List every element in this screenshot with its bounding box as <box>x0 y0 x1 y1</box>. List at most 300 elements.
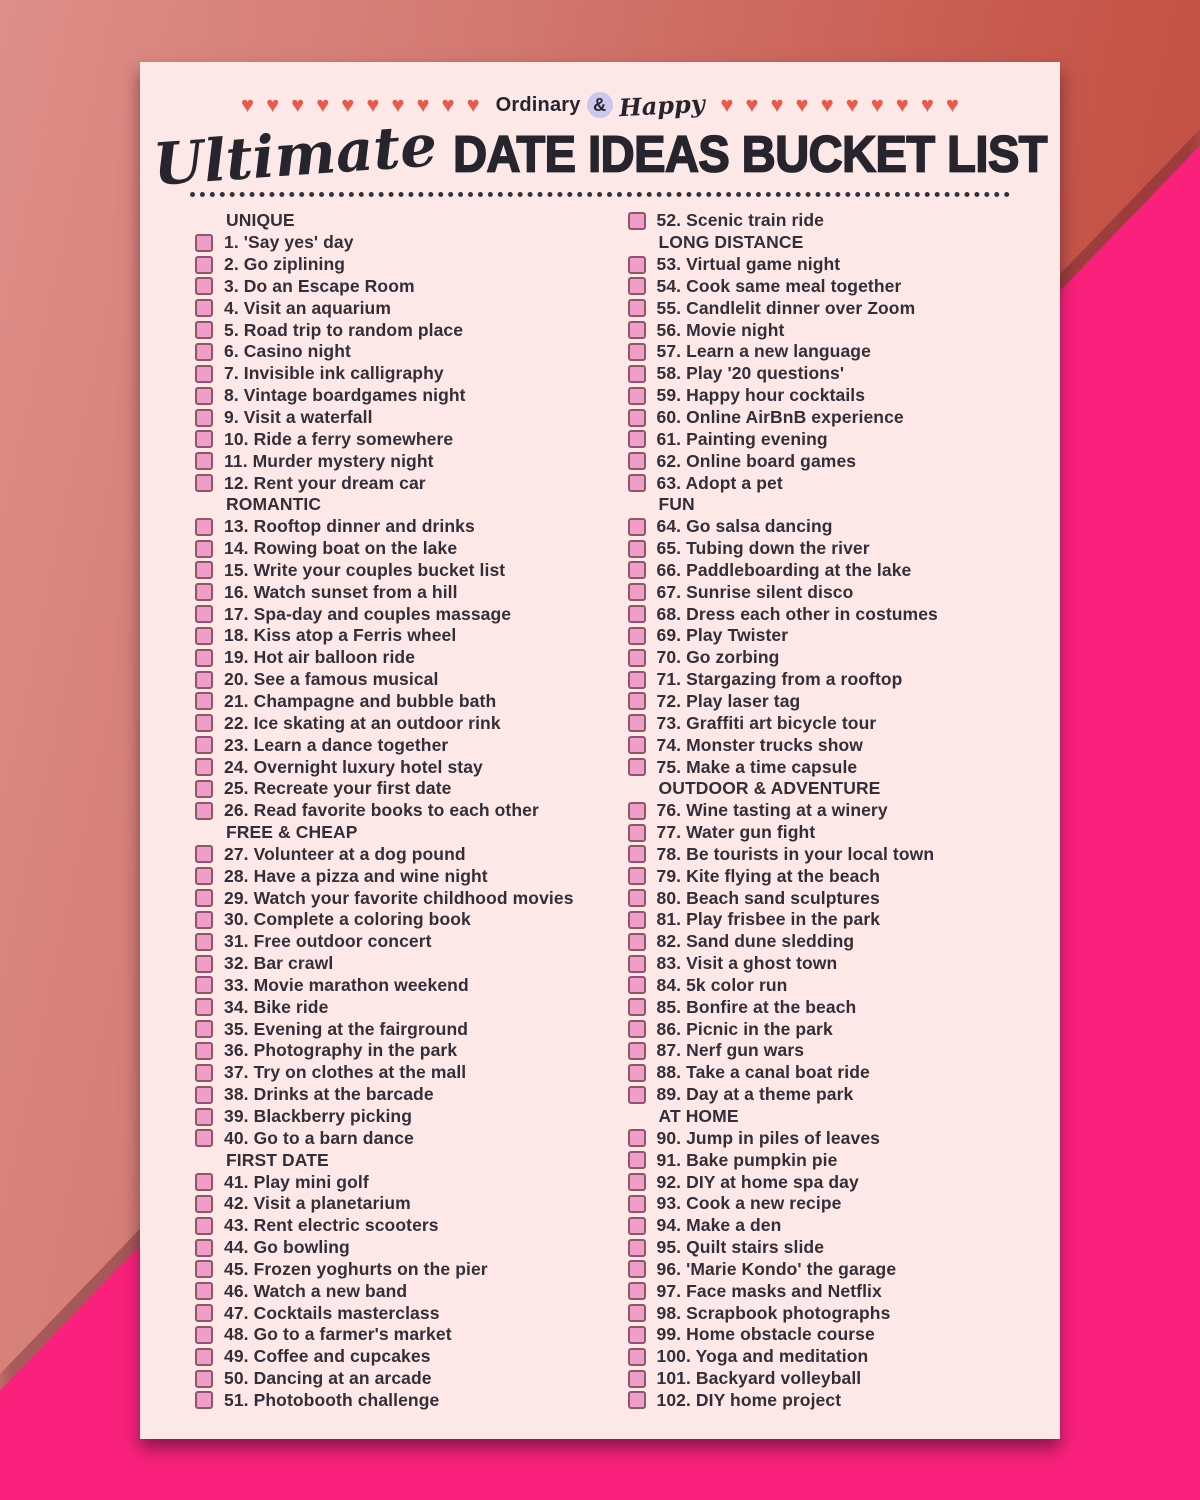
list-item <box>195 931 628 953</box>
list-item <box>195 1171 628 1193</box>
item-label: 58. Play '20 questions' <box>656 363 845 384</box>
heart-icon: ♥ <box>441 92 455 117</box>
item-label: 38. Drinks at the barcade <box>224 1084 434 1105</box>
item-checkbox[interactable] <box>628 1020 646 1038</box>
item-checkbox[interactable] <box>195 1304 213 1322</box>
item-checkbox[interactable] <box>628 1151 646 1169</box>
item-label: 67. Sunrise silent disco <box>656 581 854 602</box>
item-label: 12. Rent your dream car <box>224 472 426 493</box>
item-checkbox[interactable] <box>195 299 213 317</box>
list-item <box>195 975 628 997</box>
item-label: 89. Day at a theme park <box>656 1084 854 1105</box>
item-checkbox[interactable] <box>195 911 213 929</box>
item-checkbox[interactable] <box>195 998 213 1016</box>
item-label: 11. Murder mystery night <box>224 450 434 471</box>
item-checkbox[interactable] <box>628 802 646 820</box>
list-item <box>628 1237 1061 1259</box>
item-label: 66. Paddleboarding at the lake <box>656 559 912 580</box>
item-checkbox[interactable] <box>628 430 646 448</box>
list-item <box>195 560 628 582</box>
item-label: 63. Adopt a pet <box>656 472 783 493</box>
list-item <box>628 1084 1061 1106</box>
item-checkbox[interactable] <box>195 1370 213 1388</box>
section-header: ROMANTIC <box>226 494 322 515</box>
list-item <box>628 800 1061 822</box>
item-checkbox[interactable] <box>628 583 646 601</box>
item-label: 21. Champagne and bubble bath <box>224 690 497 711</box>
item-label: 5. Road trip to random place <box>224 319 464 340</box>
list-item <box>195 953 628 975</box>
list-item <box>195 756 628 778</box>
item-label: 6. Casino night <box>224 341 351 362</box>
item-checkbox[interactable] <box>195 649 213 667</box>
item-checkbox[interactable] <box>628 824 646 842</box>
list-item <box>628 1215 1061 1237</box>
item-checkbox[interactable] <box>628 627 646 645</box>
brand-logo <box>495 88 706 122</box>
item-checkbox[interactable] <box>628 889 646 907</box>
list-item <box>195 1259 628 1281</box>
list-item <box>195 319 628 341</box>
item-checkbox[interactable] <box>628 933 646 951</box>
item-checkbox[interactable] <box>628 1348 646 1366</box>
item-checkbox[interactable] <box>195 583 213 601</box>
item-label: 34. Bike ride <box>224 996 329 1017</box>
list-item <box>628 1346 1061 1368</box>
item-label: 53. Virtual game night <box>656 254 841 275</box>
item-checkbox[interactable] <box>195 1348 213 1366</box>
title-ultimate: Ultimate <box>150 111 440 199</box>
item-checkbox[interactable] <box>628 387 646 405</box>
item-checkbox[interactable] <box>195 605 213 623</box>
item-checkbox[interactable] <box>628 1173 646 1191</box>
item-label: 88. Take a canal boat ride <box>656 1062 870 1083</box>
item-label: 42. Visit a planetarium <box>224 1193 411 1214</box>
item-checkbox[interactable] <box>628 911 646 929</box>
heart-icon: ♥ <box>845 92 859 117</box>
list-item <box>628 647 1061 669</box>
list-item <box>195 712 628 734</box>
item-checkbox[interactable] <box>628 1217 646 1235</box>
heart-icon: ♥ <box>366 92 380 117</box>
item-label: 17. Spa-day and couples massage <box>224 603 512 624</box>
list-item <box>628 1302 1061 1324</box>
list-item <box>628 822 1061 844</box>
item-checkbox[interactable] <box>195 889 213 907</box>
item-label: 61. Painting evening <box>656 428 828 449</box>
item-checkbox[interactable] <box>628 976 646 994</box>
item-checkbox[interactable] <box>195 409 213 427</box>
item-checkbox[interactable] <box>628 299 646 317</box>
item-label: 49. Coffee and cupcakes <box>224 1346 431 1367</box>
item-label: 10. Ride a ferry somewhere <box>224 428 454 449</box>
heart-icon: ♥ <box>795 92 809 117</box>
section-header: FUN <box>658 494 695 515</box>
item-label: 81. Play frisbee in the park <box>656 909 881 930</box>
item-checkbox[interactable] <box>195 780 213 798</box>
item-checkbox[interactable] <box>628 561 646 579</box>
list-item <box>628 472 1061 494</box>
item-checkbox[interactable] <box>195 1260 213 1278</box>
item-checkbox[interactable] <box>195 1173 213 1191</box>
item-checkbox[interactable] <box>628 1260 646 1278</box>
list-item <box>628 276 1061 298</box>
item-label: 102. DIY home project <box>656 1389 842 1410</box>
list-item <box>195 778 628 800</box>
item-checkbox[interactable] <box>628 1391 646 1409</box>
item-label: 29. Watch your favorite childhood movies <box>224 887 574 908</box>
item-label: 2. Go ziplining <box>224 254 346 275</box>
item-checkbox[interactable] <box>628 605 646 623</box>
item-checkbox[interactable] <box>195 474 213 492</box>
list-item <box>628 1040 1061 1062</box>
item-checkbox[interactable] <box>628 1129 646 1147</box>
list-item <box>628 1280 1061 1302</box>
item-checkbox[interactable] <box>195 387 213 405</box>
item-label: 60. Online AirBnB experience <box>656 407 904 428</box>
heart-icon: ♥ <box>391 92 405 117</box>
item-label: 47. Cocktails masterclass <box>224 1302 440 1323</box>
item-checkbox[interactable] <box>195 452 213 470</box>
item-label: 80. Beach sand sculptures <box>656 887 880 908</box>
item-checkbox[interactable] <box>195 758 213 776</box>
heart-icon: ♥ <box>870 92 884 117</box>
list-item <box>195 691 628 713</box>
list-item <box>195 734 628 756</box>
list-item <box>195 407 628 429</box>
list-item <box>628 669 1061 691</box>
item-checkbox[interactable] <box>195 540 213 558</box>
item-checkbox[interactable] <box>628 1195 646 1213</box>
heart-icon: ♥ <box>241 92 255 117</box>
item-checkbox[interactable] <box>628 256 646 274</box>
item-checkbox[interactable] <box>195 518 213 536</box>
list-item <box>195 800 628 822</box>
item-label: 85. Bonfire at the beach <box>656 996 857 1017</box>
item-label: 19. Hot air balloon ride <box>224 647 416 668</box>
item-label: 93. Cook a new recipe <box>656 1193 842 1214</box>
item-label: 50. Dancing at an arcade <box>224 1368 432 1389</box>
item-checkbox[interactable] <box>628 409 646 427</box>
heart-icon: ♥ <box>920 92 934 117</box>
list-item <box>195 996 628 1018</box>
title-main: DATE IDEAS BUCKET LIST <box>453 124 1047 182</box>
list-item <box>195 1324 628 1346</box>
list-item <box>628 843 1061 865</box>
item-checkbox[interactable] <box>195 1108 213 1126</box>
list-item <box>195 1127 628 1149</box>
list-item <box>628 297 1061 319</box>
item-label: 99. Home obstacle course <box>656 1324 875 1345</box>
list-item <box>628 1018 1061 1040</box>
list-item <box>628 756 1061 778</box>
item-label: 65. Tubing down the river <box>656 538 870 559</box>
section-header: OUTDOOR & ADVENTURE <box>658 778 881 799</box>
list-item <box>628 516 1061 538</box>
item-label: 62. Online board games <box>656 450 857 471</box>
item-checkbox[interactable] <box>628 1064 646 1082</box>
item-checkbox[interactable] <box>628 1042 646 1060</box>
item-checkbox[interactable] <box>628 277 646 295</box>
item-label: 46. Watch a new band <box>224 1280 408 1301</box>
item-label: 56. Movie night <box>656 319 785 340</box>
brand-happy-text: Happy <box>617 88 706 122</box>
item-checkbox[interactable] <box>195 1020 213 1038</box>
item-label: 97. Face masks and Netflix <box>656 1280 882 1301</box>
item-checkbox[interactable] <box>195 845 213 863</box>
item-label: 64. Go salsa dancing <box>656 516 833 537</box>
heart-icon: ♥ <box>341 92 355 117</box>
list-item <box>195 472 628 494</box>
item-checkbox[interactable] <box>628 365 646 383</box>
item-label: 20. See a famous musical <box>224 669 439 690</box>
item-label: 84. 5k color run <box>656 974 788 995</box>
item-label: 57. Learn a new language <box>656 341 871 362</box>
hearts-decoration-left <box>241 94 480 116</box>
list-item <box>628 450 1061 472</box>
item-label: 39. Blackberry picking <box>224 1106 412 1127</box>
list-item <box>195 603 628 625</box>
item-checkbox[interactable] <box>628 998 646 1016</box>
brand-row <box>140 90 1060 120</box>
item-label: 4. Visit an aquarium <box>224 297 392 318</box>
item-checkbox[interactable] <box>628 212 646 230</box>
item-checkbox[interactable] <box>628 474 646 492</box>
brand-ordinary-text: Ordinary <box>495 93 581 116</box>
item-label: 45. Frozen yoghurts on the pier <box>224 1258 488 1279</box>
item-checkbox[interactable] <box>195 234 213 252</box>
item-label: 76. Wine tasting at a winery <box>656 800 888 821</box>
item-label: 48. Go to a farmer's market <box>224 1324 452 1345</box>
item-checkbox[interactable] <box>195 256 213 274</box>
list-item <box>628 691 1061 713</box>
item-label: 86. Picnic in the park <box>656 1018 833 1039</box>
item-label: 41. Play mini golf <box>224 1171 369 1192</box>
heart-icon: ♥ <box>416 92 430 117</box>
item-checkbox[interactable] <box>195 365 213 383</box>
item-label: 43. Rent electric scooters <box>224 1215 439 1236</box>
list-item <box>628 603 1061 625</box>
item-label: 96. 'Marie Kondo' the garage <box>656 1258 897 1279</box>
item-checkbox[interactable] <box>195 1086 213 1104</box>
item-label: 30. Complete a coloring book <box>224 909 471 930</box>
item-label: 14. Rowing boat on the lake <box>224 538 458 559</box>
item-label: 71. Stargazing from a rooftop <box>656 669 903 690</box>
bucket-list <box>140 210 1060 1411</box>
list-item <box>195 1062 628 1084</box>
item-checkbox[interactable] <box>195 1282 213 1300</box>
item-label: 75. Make a time capsule <box>656 756 858 777</box>
item-label: 73. Graffiti art bicycle tour <box>656 712 877 733</box>
item-checkbox[interactable] <box>195 802 213 820</box>
list-column <box>195 210 628 1411</box>
item-label: 27. Volunteer at a dog pound <box>224 843 466 864</box>
item-label: 3. Do an Escape Room <box>224 275 415 296</box>
list-item <box>628 1171 1061 1193</box>
list-item <box>195 1040 628 1062</box>
list-item <box>628 363 1061 385</box>
list-item <box>628 625 1061 647</box>
item-checkbox[interactable] <box>628 452 646 470</box>
item-label: 91. Bake pumpkin pie <box>656 1149 838 1170</box>
list-item <box>195 647 628 669</box>
item-checkbox[interactable] <box>195 343 213 361</box>
item-checkbox[interactable] <box>195 955 213 973</box>
item-checkbox[interactable] <box>195 1064 213 1082</box>
item-checkbox[interactable] <box>628 955 646 973</box>
item-checkbox[interactable] <box>195 627 213 645</box>
item-label: 37. Try on clothes at the mall <box>224 1062 467 1083</box>
list-item <box>195 450 628 472</box>
item-checkbox[interactable] <box>195 1239 213 1257</box>
item-label: 1. 'Say yes' day <box>224 232 354 253</box>
item-checkbox[interactable] <box>195 736 213 754</box>
item-label: 95. Quilt stairs slide <box>656 1237 825 1258</box>
list-item <box>628 581 1061 603</box>
list-item <box>195 538 628 560</box>
item-checkbox[interactable] <box>195 692 213 710</box>
list-item <box>628 1368 1061 1390</box>
item-checkbox[interactable] <box>195 1195 213 1213</box>
list-item <box>628 538 1061 560</box>
item-checkbox[interactable] <box>195 1217 213 1235</box>
item-checkbox[interactable] <box>628 1370 646 1388</box>
item-label: 90. Jump in piles of leaves <box>656 1127 880 1148</box>
item-label: 59. Happy hour cocktails <box>656 385 866 406</box>
item-label: 28. Have a pizza and wine night <box>224 865 488 886</box>
heart-icon: ♥ <box>895 92 909 117</box>
list-column <box>628 210 1061 1411</box>
heart-icon: ♥ <box>266 92 280 117</box>
list-item <box>628 407 1061 429</box>
item-checkbox[interactable] <box>628 845 646 863</box>
list-item <box>195 1018 628 1040</box>
list-item <box>195 385 628 407</box>
heart-icon: ♥ <box>466 92 480 117</box>
list-item <box>628 341 1061 363</box>
poster-card <box>140 62 1060 1439</box>
item-checkbox[interactable] <box>628 714 646 732</box>
list-item <box>195 669 628 691</box>
item-checkbox[interactable] <box>628 1326 646 1344</box>
list-item <box>195 887 628 909</box>
list-item <box>195 843 628 865</box>
item-checkbox[interactable] <box>628 758 646 776</box>
list-item <box>628 887 1061 909</box>
item-label: 55. Candlelit dinner over Zoom <box>656 297 916 318</box>
item-label: 9. Visit a waterfall <box>224 407 373 428</box>
item-checkbox[interactable] <box>628 321 646 339</box>
list-item <box>628 931 1061 953</box>
list-item <box>195 1346 628 1368</box>
item-checkbox[interactable] <box>195 933 213 951</box>
heart-icon: ♥ <box>745 92 759 117</box>
item-label: 52. Scenic train ride <box>656 210 824 231</box>
list-item <box>628 210 1061 232</box>
item-label: 69. Play Twister <box>656 625 789 646</box>
item-checkbox[interactable] <box>195 1326 213 1344</box>
list-item <box>195 1280 628 1302</box>
item-checkbox[interactable] <box>628 1282 646 1300</box>
item-label: 83. Visit a ghost town <box>656 953 838 974</box>
item-checkbox[interactable] <box>628 1086 646 1104</box>
list-item <box>628 385 1061 407</box>
list-item <box>628 909 1061 931</box>
item-label: 79. Kite flying at the beach <box>656 865 881 886</box>
item-checkbox[interactable] <box>628 518 646 536</box>
section-header: LONG DISTANCE <box>658 232 804 253</box>
list-item <box>195 428 628 450</box>
list-item <box>195 341 628 363</box>
item-label: 22. Ice skating at an outdoor rink <box>224 712 501 733</box>
list-item <box>195 865 628 887</box>
section-header: AT HOME <box>658 1106 739 1127</box>
heart-icon: ♥ <box>945 92 959 117</box>
item-checkbox[interactable] <box>628 671 646 689</box>
list-item <box>195 1215 628 1237</box>
item-checkbox[interactable] <box>628 692 646 710</box>
list-item <box>195 516 628 538</box>
heart-icon: ♥ <box>720 92 734 117</box>
item-label: 78. Be tourists in your local town <box>656 843 935 864</box>
list-item <box>195 1084 628 1106</box>
heart-icon: ♥ <box>820 92 834 117</box>
item-label: 18. Kiss atop a Ferris wheel <box>224 625 457 646</box>
item-checkbox[interactable] <box>195 561 213 579</box>
item-checkbox[interactable] <box>195 714 213 732</box>
item-checkbox[interactable] <box>628 540 646 558</box>
item-checkbox[interactable] <box>195 1042 213 1060</box>
brand-ampersand: & <box>587 92 613 118</box>
item-checkbox[interactable] <box>628 1304 646 1322</box>
item-label: 70. Go zorbing <box>656 647 780 668</box>
item-checkbox[interactable] <box>195 1391 213 1409</box>
item-checkbox[interactable] <box>628 1239 646 1257</box>
item-label: 31. Free outdoor concert <box>224 931 432 952</box>
item-checkbox[interactable] <box>195 867 213 885</box>
item-checkbox[interactable] <box>195 277 213 295</box>
item-checkbox[interactable] <box>195 321 213 339</box>
item-label: 15. Write your couples bucket list <box>224 559 506 580</box>
item-label: 13. Rooftop dinner and drinks <box>224 516 475 537</box>
item-checkbox[interactable] <box>628 736 646 754</box>
list-item <box>628 254 1061 276</box>
item-checkbox[interactable] <box>628 867 646 885</box>
item-label: 40. Go to a barn dance <box>224 1127 414 1148</box>
list-item <box>628 428 1061 450</box>
item-label: 74. Monster trucks show <box>656 734 864 755</box>
item-label: 98. Scrapbook photographs <box>656 1302 891 1323</box>
item-label: 35. Evening at the fairground <box>224 1018 469 1039</box>
list-item <box>628 865 1061 887</box>
item-checkbox[interactable] <box>195 430 213 448</box>
item-checkbox[interactable] <box>628 649 646 667</box>
list-item <box>628 996 1061 1018</box>
item-label: 100. Yoga and meditation <box>656 1346 869 1367</box>
list-item <box>195 1193 628 1215</box>
item-checkbox[interactable] <box>195 1129 213 1147</box>
section-header: FIRST DATE <box>226 1149 329 1170</box>
hearts-decoration-right <box>720 94 959 116</box>
item-checkbox[interactable] <box>195 671 213 689</box>
list-item <box>195 1368 628 1390</box>
list-item <box>195 232 628 254</box>
item-checkbox[interactable] <box>628 343 646 361</box>
heart-icon: ♥ <box>316 92 330 117</box>
item-label: 82. Sand dune sledding <box>656 931 855 952</box>
heart-icon: ♥ <box>770 92 784 117</box>
item-checkbox[interactable] <box>195 976 213 994</box>
